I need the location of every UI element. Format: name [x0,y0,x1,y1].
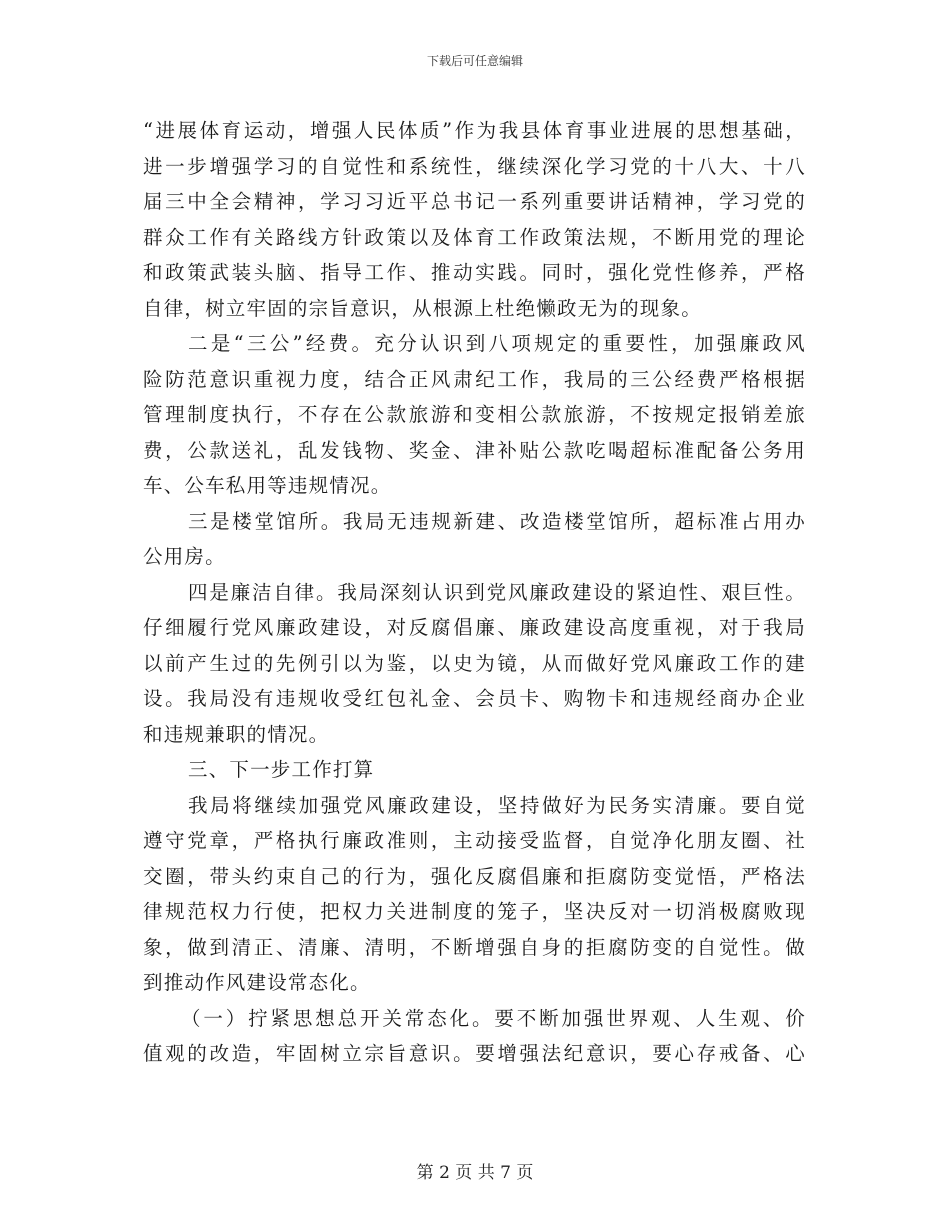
paragraph [143,575,806,753]
text-line: 象，做到清正、清廉、清明，不断增强自身的拒腐防变的自觉性。做 [143,935,806,959]
text-line: “进展体育运动，增强人民体质”作为我县体育事业进展的思想基础， [143,119,806,142]
text-line: （一）拧紧思想总开关常态化。要不断加强世界观、人生观、价 [181,1006,806,1030]
text-line: 值观的改造，牢固树立宗旨意识。要增强法纪意识，要心存戒备、心 [143,1042,806,1065]
paragraph [143,1001,806,1072]
text-line: 交圈，带头约束自己的行为，强化反腐倡廉和拒腐防变觉悟，严格法 [143,864,806,888]
text-line: 遵守党章，严格执行廉政准则，主动接受监督，自觉净化朋友圈、社 [143,829,806,852]
text-line: 和政策武装头脑、指导工作、推动实践。同时，强化党性修养，严格 [143,261,806,284]
text-line: 设。我局没有违规收受红包礼金、会员卡、购物卡和违规经商办企业 [143,687,806,710]
text-line: 到推动作风建设常态化。 [143,971,371,994]
text-line: 二是“三公”经费。充分认识到八项规定的重要性，加强廉政风 [188,332,806,355]
section-heading [143,752,806,788]
text-line: 群众工作有关路线方针政策以及体育工作政策法规，不断用党的理论 [143,225,806,249]
paragraph [143,504,806,575]
page-footer: 第 2 页 共 7 页 [416,1163,534,1183]
text-line: 和违规兼职的情况。 [143,722,330,746]
text-line: 届三中全会精神，学习习近平总书记一系列重要讲话精神，学习党的 [143,190,806,213]
text-line: 律规范权力行使，把权力关进制度的笼子，坚决反对一切消极腐败现 [143,900,806,923]
text-line: 以前产生过的先例引以为鉴，以史为镜，从而做好党风廉政工作的建 [143,651,806,675]
text-line: 仔细履行党风廉政建设，对反腐倡廉、廉政建设高度重视，对于我局 [143,616,806,639]
text-line: 三是楼堂馆所。我局无违规新建、改造楼堂馆所，超标准占用办 [188,509,806,533]
paragraph [143,326,806,504]
text-line: 进一步增强学习的自觉性和系统性，继续深化学习党的十八大、十八 [143,154,806,178]
text-line: 管理制度执行，不存在公款旅游和变相公款旅游，不按规定报销差旅 [143,403,806,426]
heading-line: 三、下一步工作打算 [188,758,375,781]
page-header: 下载后可任意编辑 [426,54,523,68]
text-line: 车、公车私用等违规情况。 [143,474,392,497]
document-body [143,113,806,1072]
paragraph [143,113,806,326]
text-line: 自律，树立牢固的宗旨意识，从根源上杜绝懒政无为的现象。 [143,296,702,320]
text-line: 公用房。 [143,545,226,568]
paragraph [143,788,806,1001]
text-line: 四是廉洁自律。我局深刻认识到党风廉政建设的紧迫性、艰巨性。 [188,580,806,604]
text-line: 我局将继续加强党风廉政建设，坚持做好为民务实清廉。要自觉 [188,793,806,817]
text-line: 费，公款送礼，乱发钱物、奖金、津补贴公款吃喝超标准配备公务用 [143,438,806,462]
text-line: 险防范意识重视力度，结合正风肃纪工作，我局的三公经费严格根据 [143,367,806,391]
